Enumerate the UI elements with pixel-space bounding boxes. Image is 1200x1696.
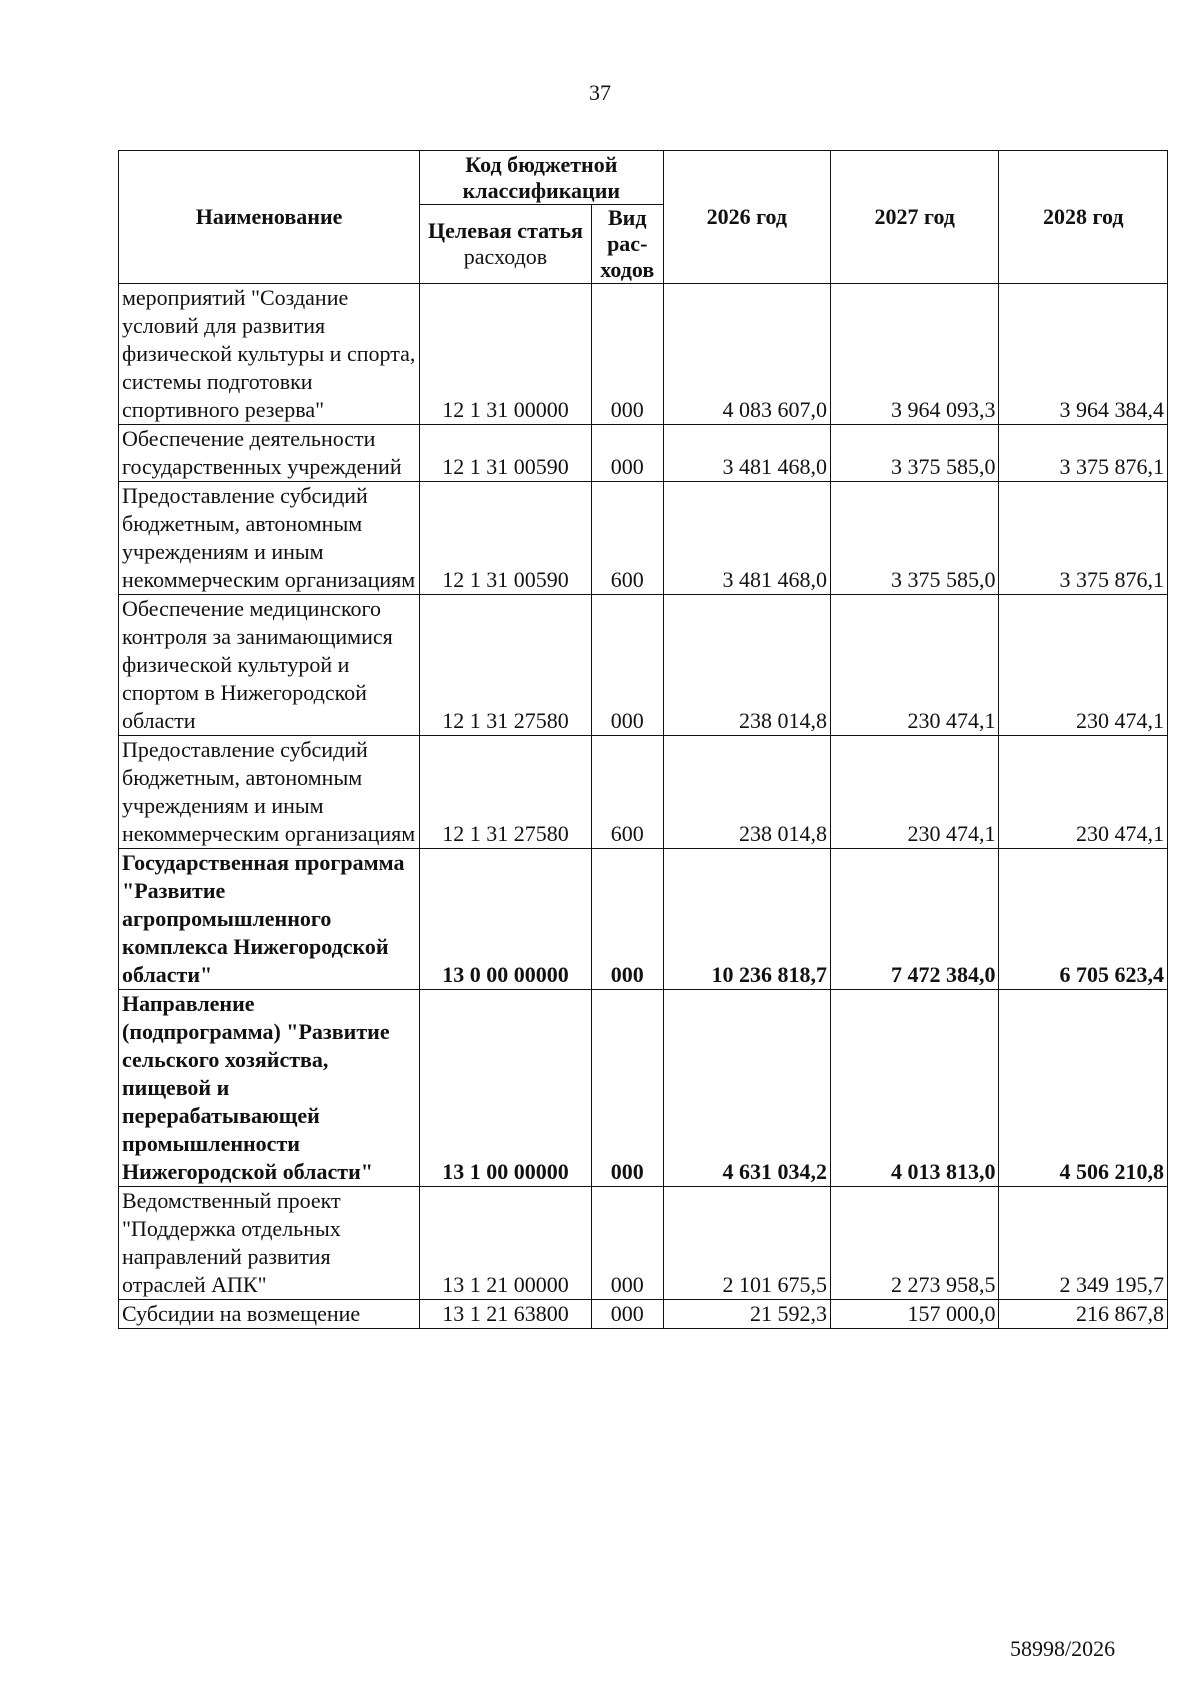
row-name: Ведомственный проект "Поддержка отдельных направлений развития отраслей АПК" [119, 1187, 420, 1300]
row-expense-type: 000 [591, 1187, 663, 1300]
row-value-2026: 4 631 034,2 [663, 990, 830, 1187]
row-value-2027: 230 474,1 [830, 595, 998, 736]
table-row [119, 284, 1168, 425]
row-value-2026: 21 592,3 [663, 1300, 830, 1329]
row-expense-type: 000 [591, 990, 663, 1187]
row-value-2027: 3 375 585,0 [830, 482, 998, 595]
page-number: 37 [589, 80, 611, 105]
table-row [119, 1300, 1168, 1329]
row-value-2027: 157 000,0 [830, 1300, 998, 1329]
row-value-2026: 10 236 818,7 [663, 849, 830, 990]
header-target-article-line1: Целевая статья [428, 218, 583, 243]
table-body [119, 284, 1168, 1329]
table-row [119, 736, 1168, 849]
document-number: 58998/2026 [1010, 1636, 1116, 1661]
header-expense-type: Вид рас-ходов [591, 205, 663, 284]
row-value-2027: 7 472 384,0 [830, 849, 998, 990]
row-target-article: 12 1 31 00000 [420, 284, 592, 425]
row-value-2027: 3 964 093,3 [830, 284, 998, 425]
table-row [119, 990, 1168, 1187]
row-value-2026: 238 014,8 [663, 595, 830, 736]
row-name: Предоставление субсидий бюджетным, автономным учреждениям и иным некоммерческим организациям [119, 482, 420, 595]
table-row [119, 482, 1168, 595]
row-value-2026: 3 481 468,0 [663, 482, 830, 595]
header-year-2027: 2027 год [830, 151, 998, 284]
row-value-2026: 2 101 675,5 [663, 1187, 830, 1300]
row-target-article: 12 1 31 00590 [420, 425, 592, 482]
row-value-2027: 2 273 958,5 [830, 1187, 998, 1300]
row-value-2027: 230 474,1 [830, 736, 998, 849]
row-value-2028: 3 375 876,1 [999, 482, 1168, 595]
row-expense-type: 000 [591, 284, 663, 425]
header-name: Наименование [119, 151, 420, 284]
header-budget-code: Код бюджетной классификации [420, 151, 663, 205]
header-target-article [420, 205, 592, 284]
row-value-2028: 230 474,1 [999, 595, 1168, 736]
row-expense-type: 000 [591, 1300, 663, 1329]
row-value-2027: 3 375 585,0 [830, 425, 998, 482]
row-value-2026: 3 481 468,0 [663, 425, 830, 482]
row-target-article: 12 1 31 00590 [420, 482, 592, 595]
table-row [119, 425, 1168, 482]
row-value-2028: 230 474,1 [999, 736, 1168, 849]
row-target-article: 13 0 00 00000 [420, 849, 592, 990]
budget-table [118, 150, 1168, 1329]
row-value-2028: 216 867,8 [999, 1300, 1168, 1329]
row-name: Государственная программа "Развитие агропромышленного комплекса Нижегородской области" [119, 849, 420, 990]
row-target-article: 13 1 21 63800 [420, 1300, 592, 1329]
table-row [119, 595, 1168, 736]
row-expense-type: 000 [591, 595, 663, 736]
row-name: Обеспечение деятельности государственных учреждений [119, 425, 420, 482]
row-name: мероприятий "Создание условий для развития физической культуры и спорта, системы подготовки спортивного резерва" [119, 284, 420, 425]
header-year-2026: 2026 год [663, 151, 830, 284]
row-value-2028: 6 705 623,4 [999, 849, 1168, 990]
row-target-article: 12 1 31 27580 [420, 736, 592, 849]
row-expense-type: 000 [591, 849, 663, 990]
header-target-article-line2: расходов [463, 244, 548, 269]
row-target-article: 12 1 31 27580 [420, 595, 592, 736]
table-row [119, 849, 1168, 990]
row-value-2026: 238 014,8 [663, 736, 830, 849]
row-expense-type: 600 [591, 482, 663, 595]
row-target-article: 13 1 21 00000 [420, 1187, 592, 1300]
row-value-2027: 4 013 813,0 [830, 990, 998, 1187]
row-expense-type: 600 [591, 736, 663, 849]
row-expense-type: 000 [591, 425, 663, 482]
table-row [119, 1187, 1168, 1300]
row-value-2028: 4 506 210,8 [999, 990, 1168, 1187]
row-value-2026: 4 083 607,0 [663, 284, 830, 425]
table-header [119, 151, 1168, 284]
row-value-2028: 2 349 195,7 [999, 1187, 1168, 1300]
row-value-2028: 3 964 384,4 [999, 284, 1168, 425]
row-name: Субсидии на возмещение [119, 1300, 420, 1329]
header-year-2028: 2028 год [999, 151, 1168, 284]
row-name: Предоставление субсидий бюджетным, автономным учреждениям и иным некоммерческим организациям [119, 736, 420, 849]
row-value-2028: 3 375 876,1 [999, 425, 1168, 482]
row-name: Направление (подпрограмма) "Развитие сельского хозяйства, пищевой и перерабатывающей промышленности Нижегородской области" [119, 990, 420, 1187]
row-target-article: 13 1 00 00000 [420, 990, 592, 1187]
row-name: Обеспечение медицинского контроля за занимающимися физической культурой и спортом в Нижегородской области [119, 595, 420, 736]
